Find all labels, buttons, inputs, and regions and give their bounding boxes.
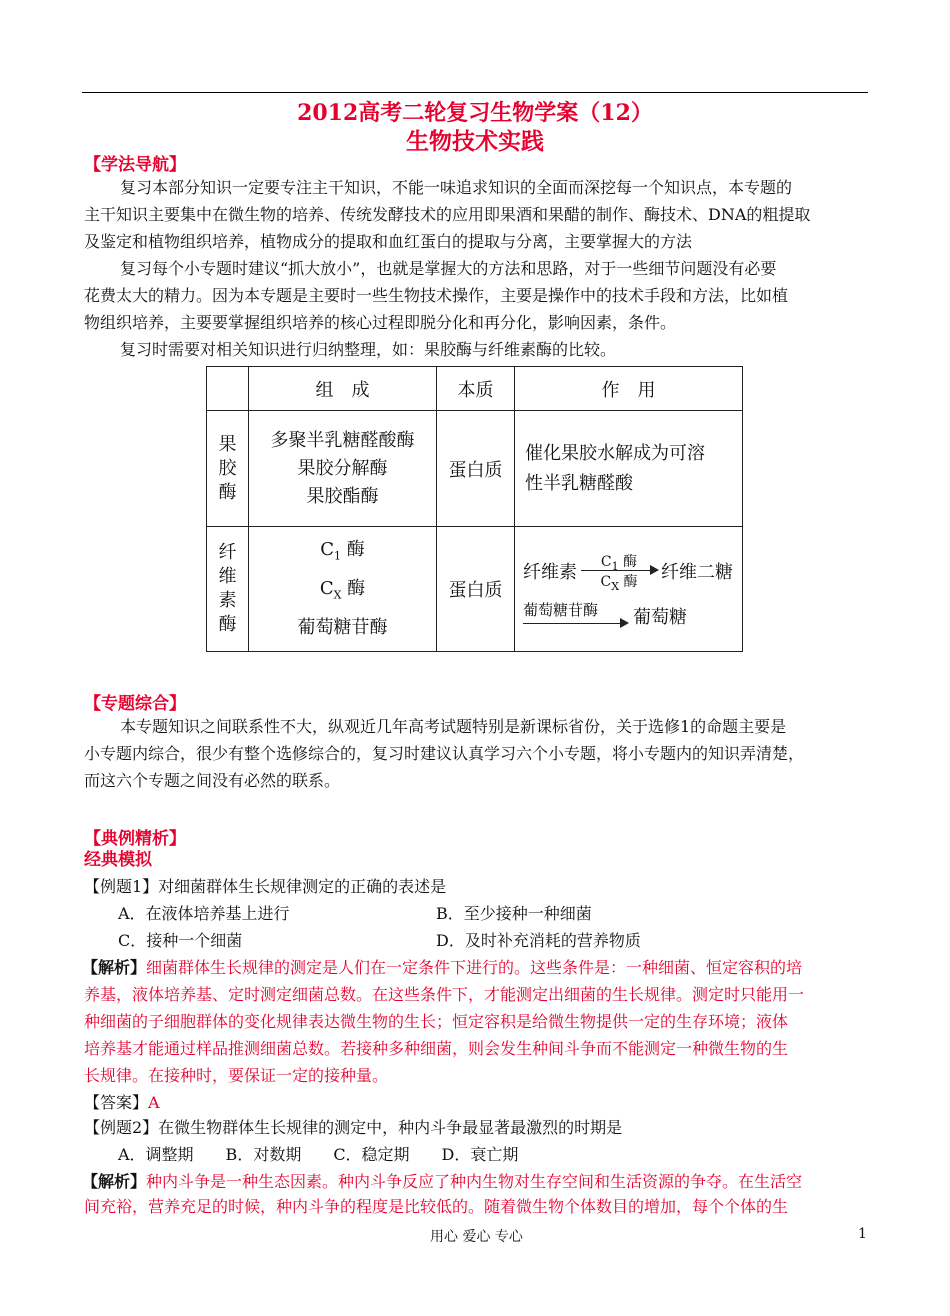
q2-analysis-line-1: 【解析】种内斗争是一种生态因素。种内斗争反应了种内生物对生存空间和生活资源的争夺。在生活空 [82, 1172, 803, 1191]
guide-line-2: 主干知识主要集中在微生物的培养、传统发酵技术的应用即果酒和果醋的制作、酶技术、DNA的粗提取 [84, 205, 811, 224]
q1-answer: 【答案】A [84, 1093, 160, 1112]
cellulase-components [249, 527, 437, 652]
q1-option-b: B．至少接种一种细菌 [436, 904, 592, 923]
q1-analysis-line-2: 养基，液体培养基、定时测定细菌总数。在这些条件下，才能测定出细菌的生长规律。测定时只能用一 [84, 985, 805, 1004]
header-rule [82, 92, 868, 93]
page-title: 2012高考二轮复习生物学案（12） [297, 100, 653, 126]
reaction-arrow-1: $C_1$ 酶 $C_X$ 酶 [579, 549, 659, 593]
q2-stem: 【例题2】在微生物群体生长规律的测定中，种内斗争最显著最激烈的时期是 [84, 1118, 623, 1137]
page-subtitle: 生物技术实践 [406, 128, 544, 155]
guide-line-4: 复习每个小专题时建议“抓大放小”，也就是掌握大的方法和思路，对于一些细节问题没有必要 [120, 259, 777, 278]
table-header-function: 作 用 [515, 367, 743, 411]
q1-option-d: D．及时补充消耗的营养物质 [436, 931, 641, 950]
enzyme-comparison-table [206, 366, 743, 652]
cellulase-nature: 蛋白质 [437, 527, 515, 652]
q1-analysis-line-4: 培养基才能通过样品推测细菌总数。若接种多种细菌，则会发生种间斗争而不能测定一种微生物的生 [84, 1039, 789, 1058]
table-header-row [207, 367, 743, 411]
cellulase-function [515, 527, 743, 652]
page-number: 1 [858, 1226, 867, 1242]
component-cx: $C_X$ 酶 [319, 578, 366, 602]
summary-line-3: 而这六个专题之间没有必然的联系。 [84, 771, 341, 790]
summary-heading: 【专题综合】 [84, 694, 186, 714]
table-header-empty [207, 367, 249, 411]
table-header-components: 组 成 [249, 367, 437, 411]
row-label-pectinase: 果 胶 酶 [207, 411, 249, 527]
guide-line-6: 物组织培养，主要要掌握组织培养的核心过程即脱分化和再分化，影响因素，条件。 [84, 313, 677, 332]
q1-analysis-line-3: 种细菌的子细胞群体的变化规律表达微生物的生长；恒定容积是给微生物提供一定的生存环境；液体 [84, 1012, 789, 1031]
guide-line-1: 复习本部分知识一定要专注主干知识，不能一味追求知识的全面而深挖每一个知识点，本专题的 [120, 178, 793, 197]
guide-line-3: 及鉴定和植物组织培养，植物成分的提取和血红蛋白的提取与分离，主要掌握大的方法 [84, 232, 693, 251]
reaction-cellulose: 纤维素 $C_1$ 酶 $C_X$ 酶 纤维二糖 [523, 549, 742, 593]
q1-stem: 【例题1】对细菌群体生长规律测定的正确的表述是 [84, 877, 447, 896]
q2-analysis-line-2: 间充裕，营养充足的时候，种内斗争的程度是比较低的。随着微生物个体数目的增加，每个个体的生 [84, 1197, 789, 1216]
q1-option-c: C．接种一个细菌 [118, 931, 243, 950]
component-glucosidase: 葡萄糖苷酶 [297, 616, 388, 638]
table-row-pectinase [207, 411, 743, 527]
q1-analysis-line-5: 长规律。在接种时，要保证一定的接种量。 [84, 1066, 389, 1085]
examples-subheading: 经典模拟 [84, 850, 152, 870]
footer-text: 用心 爱心 专心 [430, 1229, 523, 1245]
summary-line-1: 本专题知识之间联系性不大，纵观近几年高考试题特别是新课标省份，关于选修1的命题主要是 [120, 717, 787, 736]
guide-line-7: 复习时需要对相关知识进行归纳整理，如：果胶酶与纤维素酶的比较。 [120, 340, 617, 359]
examples-heading: 【典例精析】 [84, 829, 186, 849]
guide-line-5: 花费太大的精力。因为本专题是主要时一些生物技术操作，主要是操作中的技术手段和方法，比如植 [84, 286, 789, 305]
q2-options: A．调整期 B．对数期 C．稳定期 D．衰亡期 [118, 1145, 519, 1164]
q1-option-a: A．在液体培养基上进行 [118, 904, 290, 923]
table-row-cellulase [207, 527, 743, 652]
pectinase-components: 多聚半乳糖醛酸酶 果胶分解酶 果胶酯酶 [249, 411, 437, 527]
component-c1: $C_1$ 酶 [320, 539, 365, 563]
row-label-cellulase: 纤 维 素 酶 [207, 527, 249, 652]
q1-analysis-line-1: 【解析】细菌群体生长规律的测定是人们在一定条件下进行的。这些条件是：一种细菌、恒定容积的培 [82, 958, 803, 977]
reaction-glucose: 葡萄糖苷酶 葡萄糖 [523, 601, 687, 628]
pectinase-function: 催化果胶水解成为可溶 性半乳糖醛酸 [515, 411, 743, 527]
summary-line-2: 小专题内综合，很少有整个选修综合的，复习时建议认真学习六个小专题，将小专题内的知识弄清楚， [84, 744, 805, 763]
guide-heading: 【学法导航】 [84, 155, 186, 175]
reaction-arrow-2: 葡萄糖苷酶 [523, 603, 629, 629]
table-header-nature: 本质 [437, 367, 515, 411]
pectinase-nature: 蛋白质 [437, 411, 515, 527]
